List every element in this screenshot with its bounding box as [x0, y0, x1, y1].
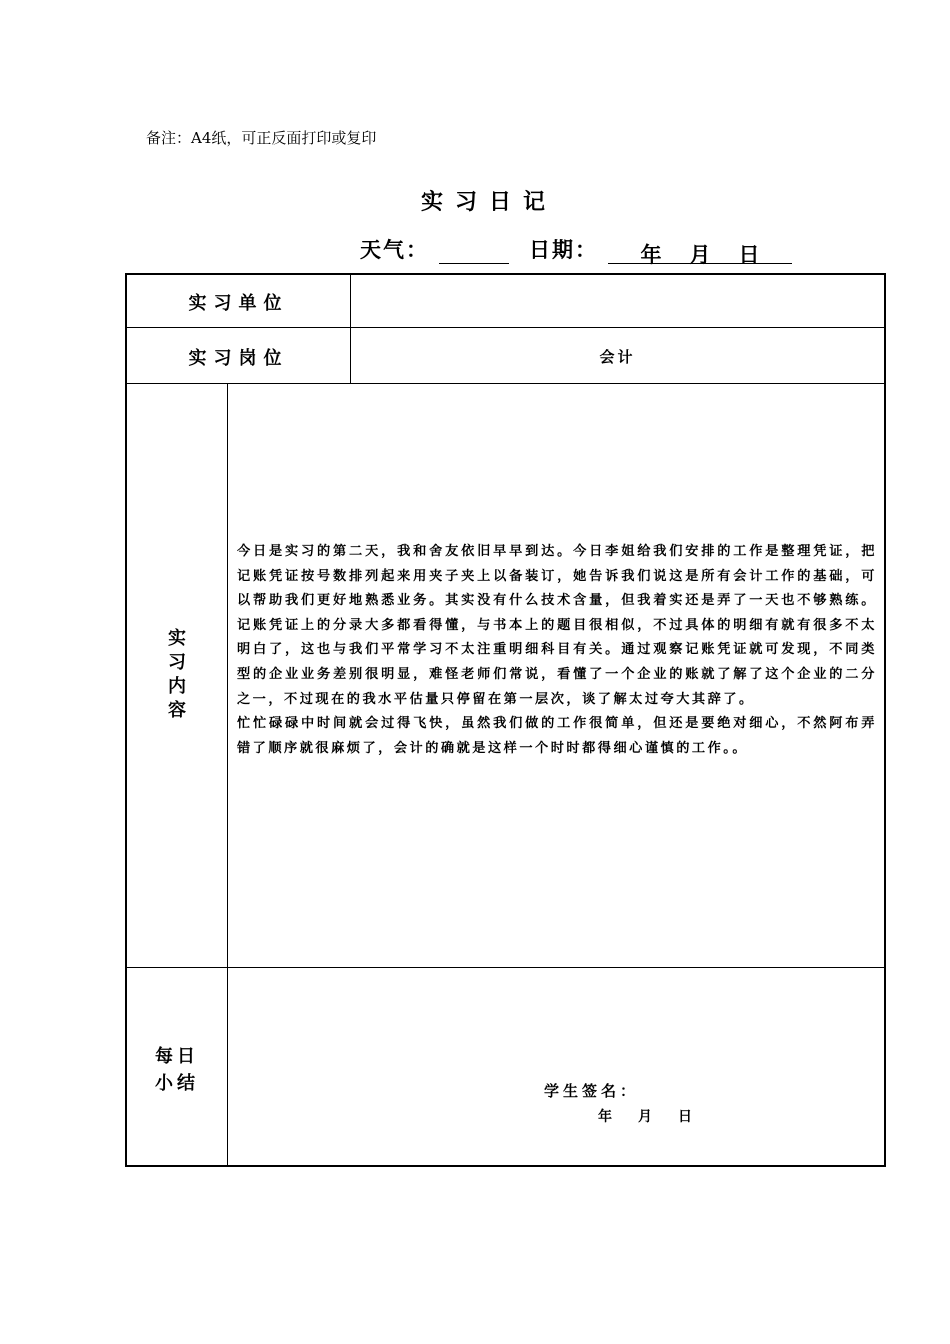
- summary-label-line: 每日: [155, 1046, 199, 1067]
- diary-content: [237, 540, 877, 761]
- row-divider: [127, 327, 884, 328]
- signature-date: [598, 1106, 718, 1126]
- date-field[interactable]: [608, 239, 792, 267]
- content-paragraph: 忙忙碌碌中时间就会过得飞快，虽然我们做的工作很简单，但还是要绝对细心，不然阿布弄错了顺序就很麻烦了，会计的确就是这样一个时时都得细心谨慎的工作。。: [237, 716, 877, 756]
- signature-month: 月: [638, 1109, 652, 1125]
- date-month: 月: [689, 242, 711, 267]
- signature-year: 年: [598, 1109, 612, 1125]
- signature-label: 学生签名：: [544, 1082, 640, 1100]
- column-divider: [227, 383, 228, 1165]
- weather-date-row: [360, 234, 792, 267]
- unit-value[interactable]: [351, 291, 884, 313]
- date-year: 年: [640, 242, 662, 267]
- content-label-char: 内: [168, 676, 186, 697]
- unit-label: 实习单位: [188, 293, 289, 314]
- content-label: [165, 627, 189, 723]
- content-label-char: 实: [168, 628, 186, 649]
- page-title: 实习日记: [420, 189, 557, 215]
- content-label-char: 容: [168, 700, 186, 721]
- weather-field[interactable]: [439, 239, 509, 264]
- summary-label-line: 小结: [155, 1073, 199, 1094]
- print-note: 备注：A4纸，可正反面打印或复印: [146, 129, 377, 147]
- signature-day: 日: [678, 1109, 692, 1125]
- row-divider: [127, 383, 884, 384]
- content-label-char: 习: [168, 652, 186, 673]
- weather-label: 天气：: [360, 237, 429, 262]
- diary-table: [125, 273, 886, 1167]
- post-value: 会计: [599, 348, 636, 366]
- post-label: 实习岗位: [188, 348, 289, 369]
- date-label: 日期：: [529, 237, 598, 262]
- content-paragraph: 今日是实习的第二天，我和舍友依旧早早到达。今日李姐给我们安排的工作是整理凭证，把记账凭证按号数排列起来用夹子夹上以备装订，她告诉我们说这是所有会计工作的基础，可以帮助我们更好地熟悉业务。其实没有什么技术含量，但我着实还是弄了一天也不够熟练。记账凭证上的分录大多都看得懂，与书本上的题目很相似，不过具体的明细有就有很多不太明白了，这也与我们平常学习不太注重明细科目有关。通过观察记账凭证就可发现，不同类型的企业业务差别很明显，难怪老师们常说，看懂了一个企业的账就了解了这个企业的二分之一，不过现在的我水平估量只停留在第一层次，谈了解太过夸大其辞了。: [237, 544, 877, 707]
- summary-label: [147, 1043, 207, 1097]
- date-day: 日: [738, 242, 760, 267]
- row-divider: [127, 967, 884, 968]
